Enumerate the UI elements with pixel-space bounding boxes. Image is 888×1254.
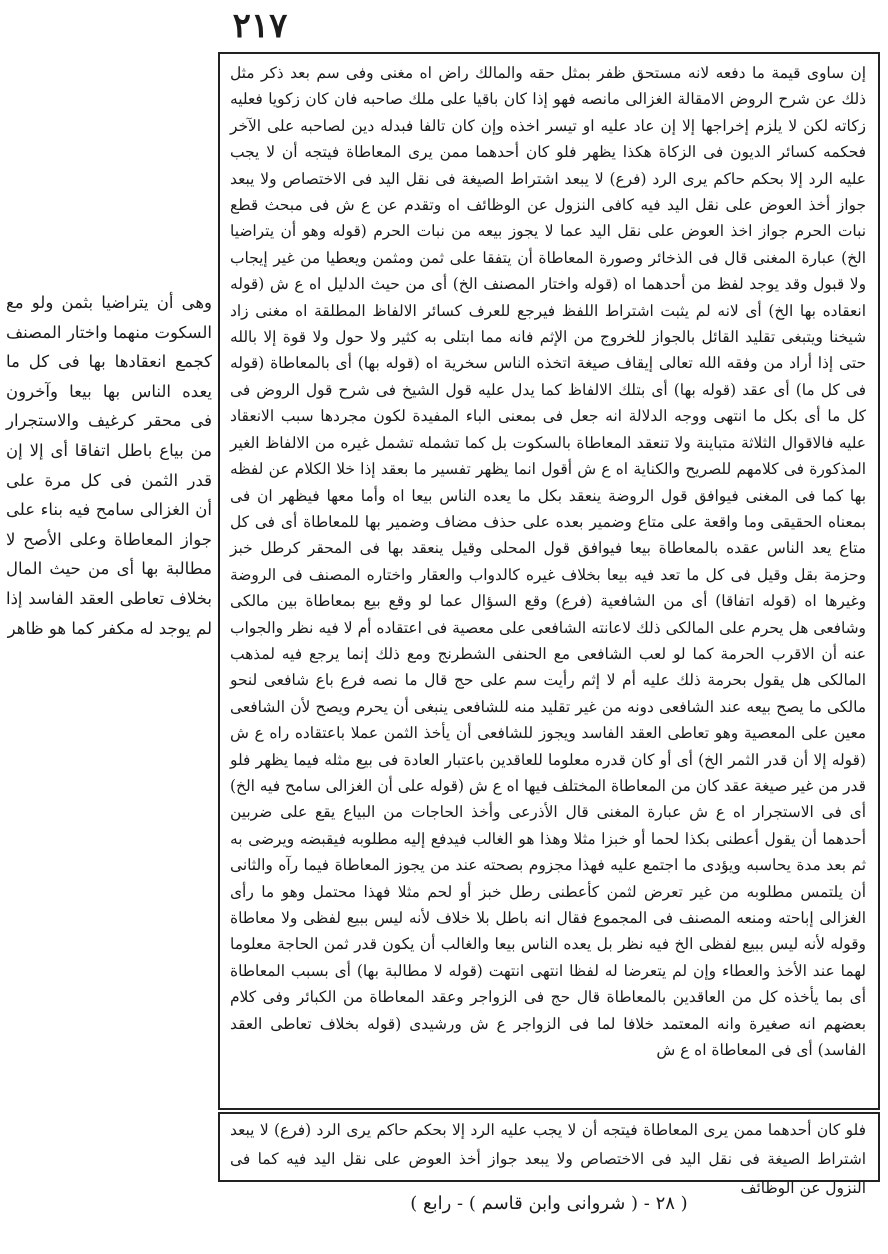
margin-matn-text: وهى أن يتراضيا بثمن ولو مع السكوت منهما واختار المصنف كجمع انعقادها بها فى كل ما يعده الناس بها بيعا وآخرون فى محقر كرغيف والاستجرار من بياع باطل اتفاقا أى إلا إن قدر الثمن فى كل مرة على أن الغزالى سامح فيه بناء على جواز المعاطاة وعلى الأصح لا مطالبة بها أى من حيث المال بخلاف تعاطى العقد الفاسد إذا لم يوجد له مكفر كما هو ظاهر: [6, 293, 212, 638]
page-footer: ( ٢٨ - ( شروانى وابن قاسم ) - رابع ): [410, 1193, 688, 1214]
page-number: ٢١٧: [232, 6, 288, 46]
main-paragraph: إن ساوى قيمة ما دفعه لانه مستحق ظفر بمثل حقه والمالك راض اه مغنى وفى سم بعد ذكر مثل ذلك عن شرح الروض الامقالة الغزالى مانصه فهو إذا كان باقيا على ملك صاحبه فان كان زكويا فعليه زكاته لكن لا يلزم إخراجها إلا إن عاد عليه او تيسر اخذه وإن كان تالفا فبدله دين لصاحبه على الآخر فحكمه كسائر الديون فى الزكاة هكذا يظهر فلو كان أحدهما ممن يرى المعاطاة فيتجه أن لا يجب عليه الرد إلا بحكم حاكم يرى الرد (فرع) لا يبعد اشتراط الصيغة فى نقل اليد فى الاختصاص ولا يبعد جواز أخذ العوض على نقل اليد فيه كافى النزول عن الوظائف اه وتقدم عن ع ش فى مبحث قطع نبات الحرم جواز اخذ العوض على نقل اليد عما لا يجوز بيعه من نبات الحرم (قوله وهو أن يتراضيا الخ) عبارة المغنى قال فى الذخائر وصورة المعاطاة أن يتفقا على ثمن ومثمن ويعطيا من غير إيجاب ولا قبول وقد يوجد لفظ من أحدهما اه (قوله واختار المصنف الخ) أى من حيث الدليل اه ع ش (قوله انعقاده بها الخ) أى لانه لم يثبت اشتراط اللفظ فيرجع للعرف كسائر الالفاظ المطلقة اه مغنى زاد شيخنا ويتبغى تقليد القائل بالجواز للخروج من الإثم فانه مما ابتلى به كثير ولا حول ولا قوة إلا بالله حتى إذا أراد من وفقه الله تعالى إيقاف صيغة اتخذه الناس سخرية اه (قوله بها) أى بالمعاطاة (قوله فى كل ما) أى عقد (قوله بها) أى بتلك الالفاظ كما يدل عليه قول الشيخ فى شرح قول الروض فى كل ما أى بكل ما انتهى ووجه الدلالة انه جعل فى بمعنى الباء المفيدة لكون مجردها سبب الانعقاد عليه فالاقوال الثلاثة متباينة ولا تنعقد المعاطاة بالسكوت بل كما تشمله تشمل غيره من الالفاظ الغير المذكورة فى كلامهم للصريح والكناية اه ع ش أقول انما يظهر تفسير ما بعقد إذا خلا الكلام عن لفظه بها كما فى المغنى فيوافق قول الروضة ينعقد بكل ما يعده الناس بيعا اه وأما معها فيظهر ان فى بمعناه الحقيقى وما واقعة على متاع وضمير بعده على حذف مضاف وضمير بها للمعاطاة أى فى كل متاع يعد الناس عقده بالمعاطاة بيعا فيوافق قول المحلى وقيل ينعقد بها فى المحقر كرطل خبز وحزمة بقل وقيل فى كل ما تعد فيه بيعا بخلاف غيره كالدواب والعقار واختاره المصنف فى الروضة وغيرها اه (قوله اتفاقا) أى من الشافعية (فرع) وقع السؤال عما لو وقع بيع بمعاطاة بين مالكى وشافعى هل يحرم على المالكى ذلك لاعانته الشافعى على معصية فى اعتقاده أم لا فيه نظر والجواب عنه أن الاقرب الحرمة كما لو لعب الشافعى مع الحنفى الشطرنج ومع ذلك إنما يرجع فيه لمذهب المالكى هل يقول بحرمة ذلك عليه أم لا إثم رأيت سم على حج قال ما نصه فرع باع شافعى لنحو مالكى ما يصح بيعه عند الشافعى دونه من غير تقليد منه للشافعى ينبغى أن يحرم ويصح لأن الشافعى معين على المعصية وهو تعاطى العقد الفاسد ويجوز للشافعى أن يأخذ الثمن عملا باعتقاده راه ع ش (قوله إلا أن قدر الثمر الخ) أى أو كان قدره معلوما للعاقدين باعتبار العادة فى بيع مثله فيما يظهر فلو قدر من غير صيغة عقد كان من المعاطاة المختلف فيها اه ع ش (قوله على أن الغزالى سامح فيه الخ) أى فى الاستجرار اه ع ش عبارة المغنى قال الأذرعى وأخذ الحاجات من البياع يقع على ضربين أحدهما أن يقول أعطنى بكذا لحما أو خبزا مثلا وهذا هو الغالب فيدفع إليه مطلوبه فيقبضه ويرضى به ثم بعد مدة يحاسبه ويؤدى ما اجتمع عليه فهذا مجزوم بصحته عند من يجوز المعاطاة فيما رآه والثانى أن يلتمس مطلوبه من غير تعرض لثمن كأعطنى رطل خبز أو لحم مثلا فهذا محتمل وهو ما رأى الغزالى إباحته ومنعه المصنف فى المجموع فقال انه باطل بلا خلاف لأنه ليس ببيع لفظى ولا معاطاة وقوله لأنه ليس ببيع لفظى الخ فيه نظر بل يعده الناس بيعا والغالب أن يكون قدر ثمن الحاجة معلوما لهما عند الأخذ والعطاء وإن لم يتعرضا له لفظا انتهى انتهت (قوله لا مطالبة بها) أى بسبب المعاطاة أى بما يأخذه كل من العاقدين بالمعاطاة قال حج فى الزواجر وعقد المعاطاة من الكبائر وفى كلام بعضهم انه صغيرة وانه المعتمد خلافا لما فى الزواجر ع ش ورشيدى (قوله بخلاف تعاطى العقد الفاسد) أى فى المعاطاة اه ع ش: [230, 64, 866, 1060]
main-commentary-text: [230, 60, 866, 1098]
bottom-commentary-text: فلو كان أحدهما ممن يرى المعاطاة فيتجه أن لا يجب عليه الرد إلا بحكم حاكم يرى الرد (فرع) لا يبعد اشتراط الصيغة فى نقل اليد فى الاختصاص ولا يبعد جواز أخذ العوض على نقل اليد فيه كما فى النزول عن الوظائف: [230, 1121, 866, 1197]
